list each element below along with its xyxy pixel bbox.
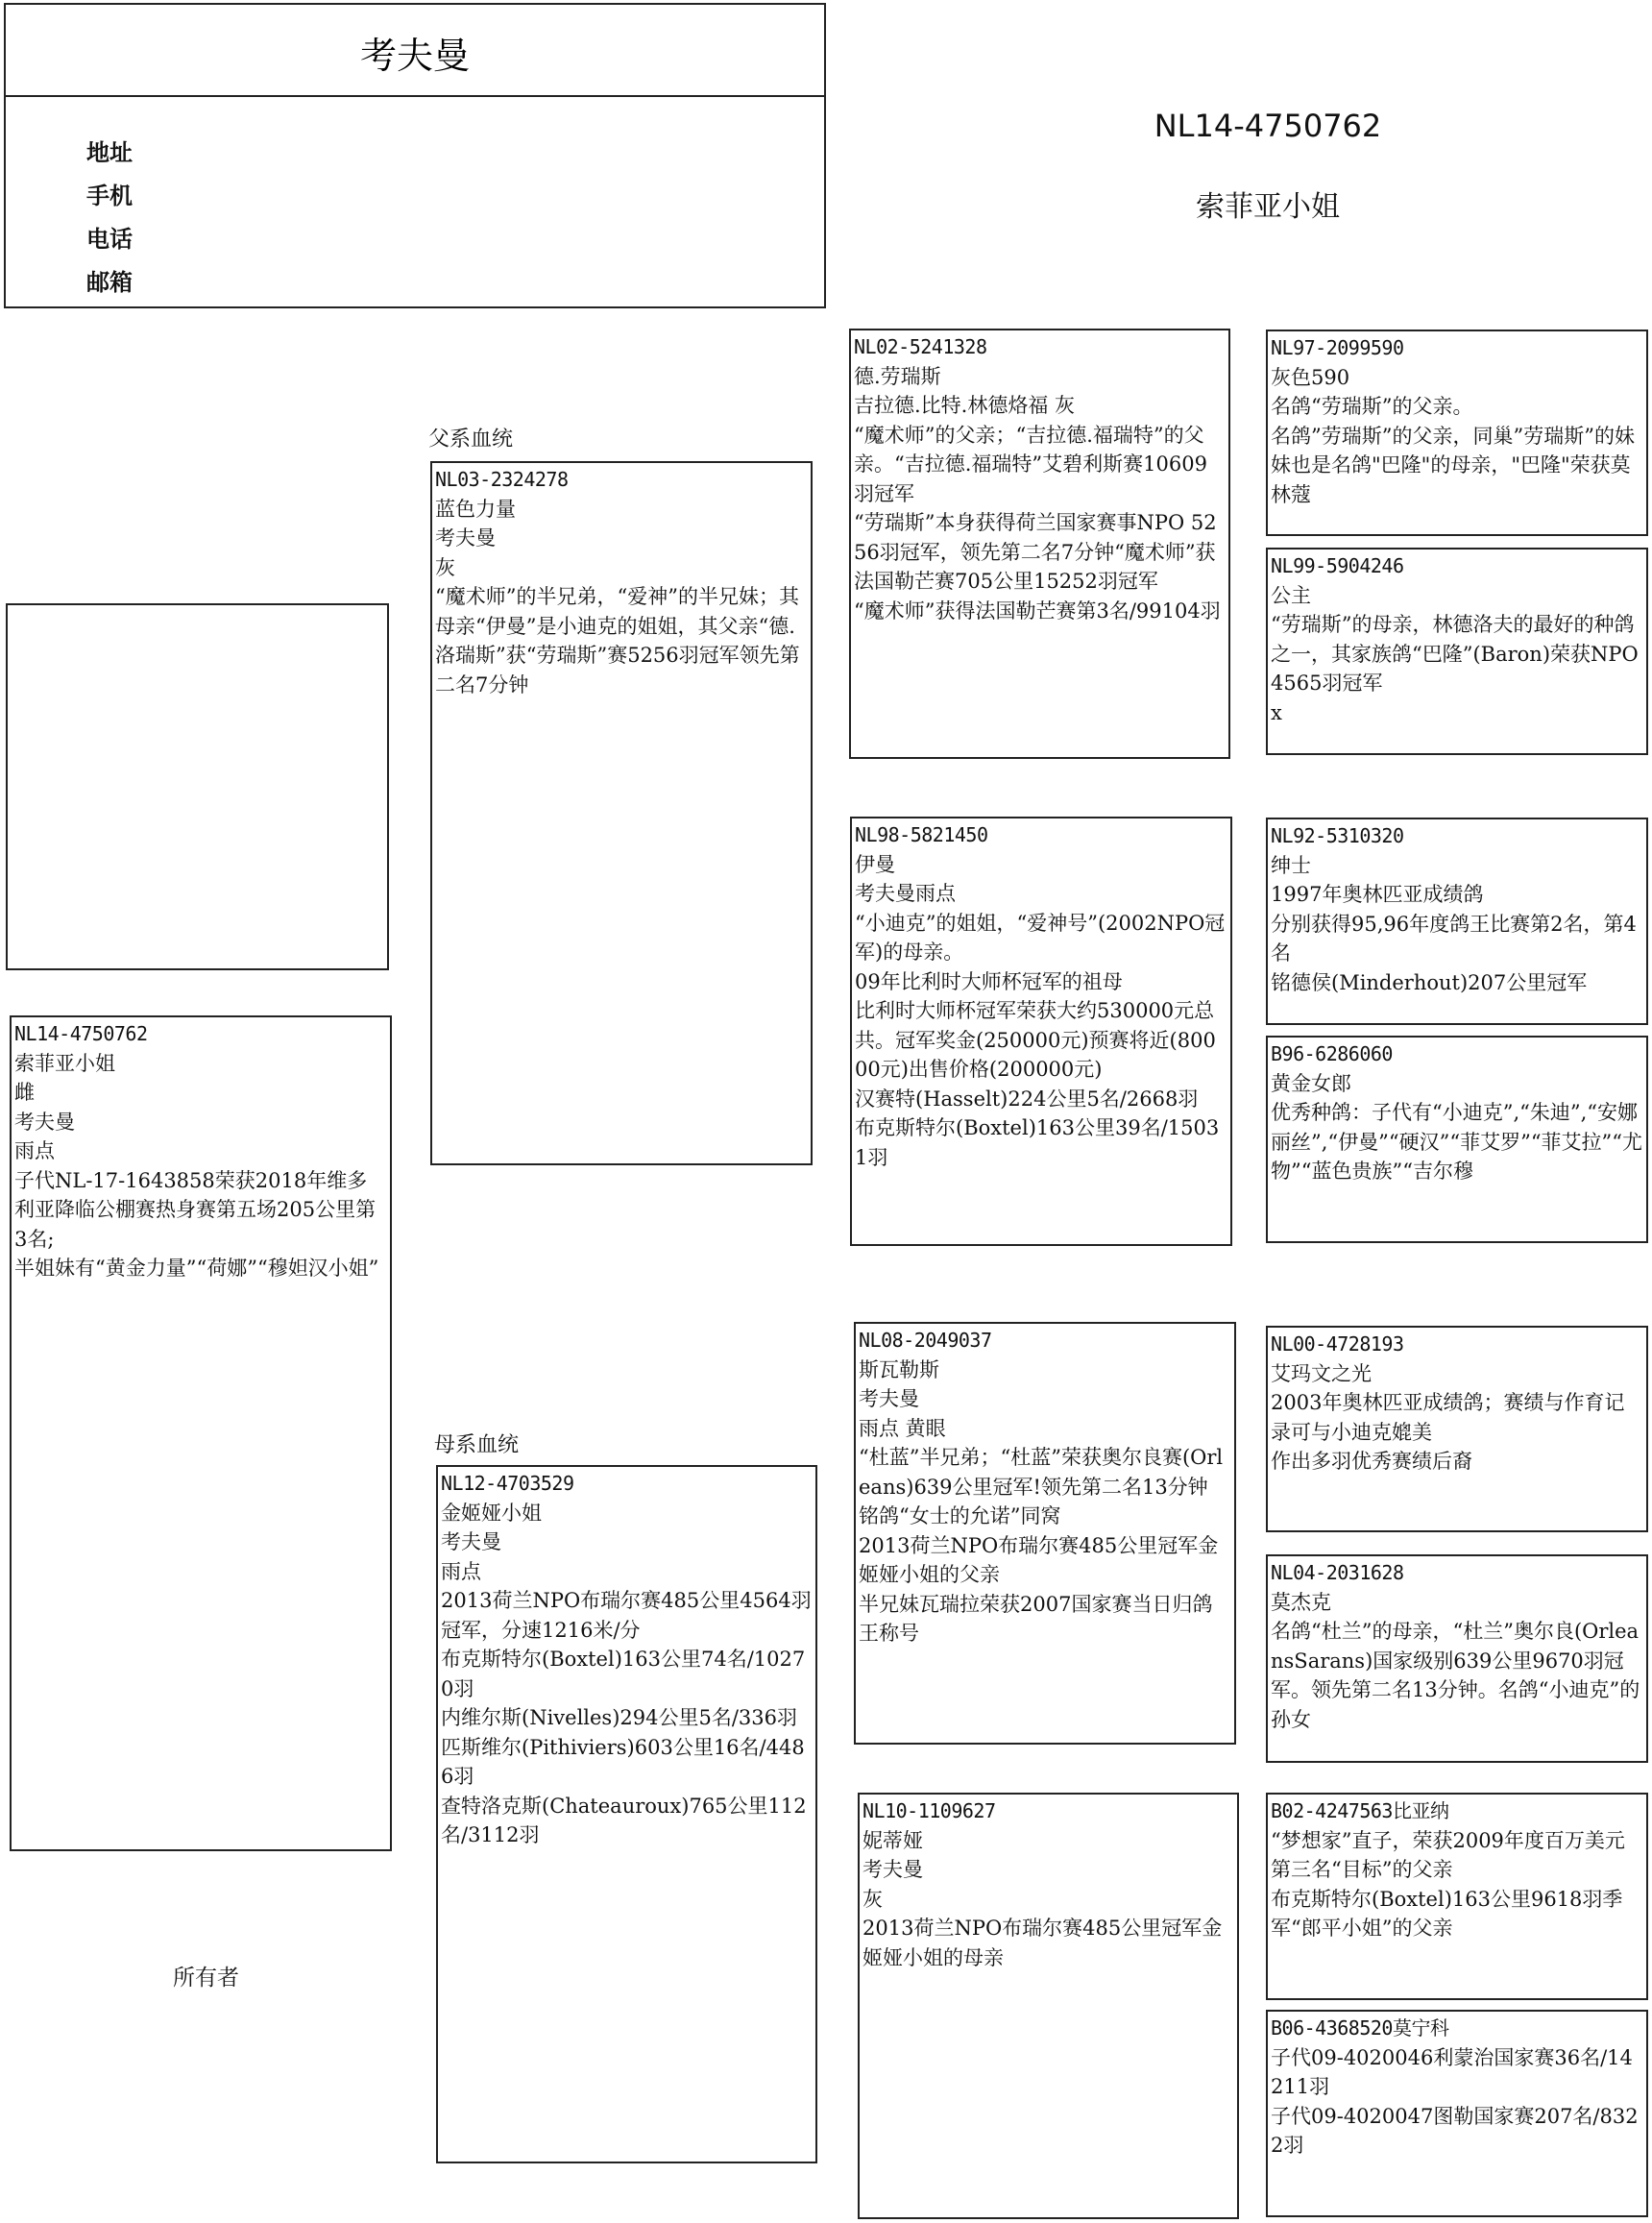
ggp-dsd-line: 莫杰克 bbox=[1271, 1590, 1331, 1614]
subject-line: 雨点 bbox=[14, 1139, 55, 1162]
gp-ds-line: 雨点 黄眼 bbox=[859, 1416, 946, 1440]
subject-card bbox=[10, 1015, 392, 1851]
ggp-dds-ring: B02-4247563比亚纳 bbox=[1271, 1799, 1449, 1822]
grandsire-maternal-card bbox=[854, 1322, 1236, 1745]
phone-label: 电话 bbox=[86, 226, 133, 253]
ggp-dss-line: 2003年奥林匹亚成绩鸽；赛绩与作育记录可与小迪克媲美 bbox=[1271, 1391, 1625, 1444]
ggp-dss-card bbox=[1266, 1326, 1648, 1532]
gp-ds-line: 考夫曼 bbox=[859, 1387, 919, 1410]
gp-ss-line: 吉拉德.比特.林德烙福 灰 bbox=[854, 394, 1076, 417]
subject-line: 子代NL-17-1643858荣获2018年维多利亚降临公棚赛热身赛第五场205公里第3名; bbox=[14, 1168, 377, 1251]
gp-ds-line: “杜蓝”半兄弟；“杜蓝”荣获奥尔良赛(Orleans)639公里冠军!领先第二名13分钟 bbox=[859, 1446, 1224, 1499]
gp-sd-ring: NL98-5821450 bbox=[855, 823, 988, 846]
breeder-name: 考夫曼 bbox=[359, 35, 470, 77]
ggp-sds-ring: NL92-5310320 bbox=[1271, 824, 1404, 847]
ggp-dss-line: 艾玛文之光 bbox=[1271, 1361, 1372, 1385]
breeder-header bbox=[4, 3, 826, 308]
ggp-ssd-line: “劳瑞斯”的母亲，林德洛夫的最好的种鸽之一，其家族鸽“巴隆”(Baron)荣获NPO4565羽冠军 bbox=[1271, 613, 1639, 695]
gp-ss-line: 德.劳瑞斯 bbox=[854, 364, 941, 388]
ggp-ssd-line: 公主 bbox=[1271, 583, 1311, 607]
ggp-ddd-line: 子代09-4020046利蒙治国家赛36名/14211羽 bbox=[1271, 2045, 1633, 2098]
dam-line: 雨点 bbox=[441, 1559, 481, 1583]
sire-ring: NL03-2324278 bbox=[435, 468, 569, 491]
contact-labels bbox=[86, 132, 133, 305]
sire-line: 灰 bbox=[435, 555, 455, 579]
granddam-paternal-card bbox=[850, 817, 1232, 1246]
gp-ds-line: 铭鸽“女士的允诺”同窝 bbox=[859, 1504, 1061, 1527]
gp-dd-ring: NL10-1109627 bbox=[862, 1799, 996, 1822]
dam-ring: NL12-4703529 bbox=[441, 1472, 574, 1495]
ggp-sdd-line: 黄金女郎 bbox=[1271, 1071, 1351, 1095]
sire-line: “魔术师”的半兄弟，“爱神”的半兄妹；其母亲“伊曼”是小迪克的姐姐，其父亲“德.洛瑞斯”获“劳瑞斯”赛5256羽冠军领先第二名7分钟 bbox=[435, 585, 800, 696]
ggp-sss-line: 名鸽”劳瑞斯”的父亲，同巢”劳瑞斯”的妹妹也是名鸽"巴隆"的母亲，"巴隆"荣获莫林蔻 bbox=[1271, 424, 1635, 506]
ggp-dsd-ring: NL04-2031628 bbox=[1271, 1561, 1404, 1584]
ggp-dss-ring: NL00-4728193 bbox=[1271, 1332, 1404, 1356]
subject-line: 索菲亚小姐 bbox=[14, 1051, 115, 1075]
owner-label: 所有者 bbox=[173, 1966, 239, 1991]
mobile-label: 手机 bbox=[86, 183, 133, 209]
subject-line: 考夫曼 bbox=[14, 1110, 75, 1134]
dam-line: 查特洛克斯(Chateauroux)765公里112名/3112羽 bbox=[441, 1794, 807, 1846]
gp-dd-line: 2013荷兰NPO布瑞尔赛485公里冠军金姬娅小姐的母亲 bbox=[862, 1917, 1223, 1969]
dam-line: 考夫曼 bbox=[441, 1530, 501, 1553]
sire-line: 考夫曼 bbox=[435, 526, 496, 550]
dam-line: 金姬娅小姐 bbox=[441, 1501, 542, 1525]
ggp-ddd-ring: B06-4368520莫宁科 bbox=[1271, 2016, 1449, 2040]
subject-line: 半姐妹有“黄金力量”“荷娜”“穆妲汉小姐” bbox=[14, 1257, 379, 1280]
gp-sd-line: 伊曼 bbox=[855, 852, 895, 876]
gp-sd-line: 09年比利时大师杯冠军的祖母 bbox=[855, 969, 1123, 993]
ggp-sds-card bbox=[1266, 818, 1648, 1025]
gp-ss-line: “魔术师”的父亲；“吉拉德.福瑞特”的父亲。“吉拉德.福瑞特”艾碧利斯赛10609羽冠军 bbox=[854, 423, 1207, 505]
ggp-dss-line: 作出多羽优秀赛绩后裔 bbox=[1271, 1450, 1472, 1473]
gp-ss-ring: NL02-5241328 bbox=[854, 335, 987, 358]
gp-ds-line: 2013荷兰NPO布瑞尔赛485公里冠军金姬娅小姐的父亲 bbox=[859, 1533, 1219, 1586]
ggp-sds-line: 分别获得95,96年度鸽王比赛第2名，第4名 bbox=[1271, 912, 1637, 965]
ggp-sss-card bbox=[1266, 330, 1648, 536]
gp-ds-line: 斯瓦勒斯 bbox=[859, 1357, 939, 1381]
sire-side-label: 父系血统 bbox=[428, 428, 514, 452]
ggp-ssd-card bbox=[1266, 548, 1648, 755]
address-label: 地址 bbox=[86, 139, 133, 166]
photo-frame bbox=[6, 603, 389, 970]
gp-sd-line: 考夫曼雨点 bbox=[855, 882, 956, 905]
ggp-sdd-ring: B96-6286060 bbox=[1271, 1042, 1393, 1065]
ggp-dsd-card bbox=[1266, 1554, 1648, 1763]
subject-ring: NL14-4750762 bbox=[14, 1022, 148, 1045]
dam-side-label: 母系血统 bbox=[434, 1433, 520, 1457]
pigeon-ring-number: NL14-4750762 bbox=[1154, 108, 1382, 144]
granddam-maternal-card bbox=[858, 1793, 1239, 2219]
ggp-sss-ring: NL97-2099590 bbox=[1271, 336, 1404, 359]
dam-card bbox=[436, 1465, 817, 2163]
ggp-ssd-ring: NL99-5904246 bbox=[1271, 554, 1404, 577]
sire-line: 蓝色力量 bbox=[435, 497, 516, 521]
gp-sd-line: 布克斯特尔(Boxtel)163公里39名/15031羽 bbox=[855, 1116, 1220, 1169]
gp-ds-line: 半兄妹瓦瑞拉荣获2007国家赛当日归鸽王称号 bbox=[859, 1592, 1213, 1645]
ggp-dds-card bbox=[1266, 1793, 1648, 2000]
dam-line: 2013荷兰NPO布瑞尔赛485公里4564羽冠军，分速1216米/分 bbox=[441, 1589, 812, 1642]
ggp-sss-line: 灰色590 bbox=[1271, 365, 1350, 389]
ggp-dsd-line: 名鸽“杜兰”的母亲，“杜兰”奥尔良(OrleansSarans)国家级别639公里9670羽冠军。领先第二名13分钟。名鸽“小迪克”的孙女 bbox=[1271, 1620, 1640, 1731]
email-label: 邮箱 bbox=[86, 269, 133, 296]
dam-line: 匹斯维尔(Pithiviers)603公里16名/4486羽 bbox=[441, 1735, 805, 1788]
ggp-sds-line: 铭德侯(Minderhout)207公里冠军 bbox=[1271, 970, 1588, 994]
subject-line: 雌 bbox=[14, 1081, 35, 1104]
dam-line: 布克斯特尔(Boxtel)163公里74名/10270羽 bbox=[441, 1648, 806, 1700]
ggp-ddd-line: 子代09-4020047图勒国家赛207名/8322羽 bbox=[1271, 2104, 1639, 2157]
header-divider bbox=[6, 95, 824, 97]
ggp-ddd-card bbox=[1266, 2010, 1648, 2217]
grandsire-paternal-card bbox=[849, 329, 1230, 759]
gp-ss-line: “魔术师”获得法国勒芒赛第3名/99104羽 bbox=[854, 598, 1221, 623]
ggp-sdd-card bbox=[1266, 1036, 1648, 1243]
pigeon-name: 索菲亚小姐 bbox=[1196, 190, 1340, 224]
gp-ss-line: “劳瑞斯”本身获得荷兰国家赛事NPO 5256羽冠军，领先第二名7分钟“魔术师”获法国勒芒赛705公里15252羽冠军 bbox=[854, 511, 1217, 593]
gp-sd-line: 比利时大师杯冠军荣获大约530000元总共。冠军奖金(250000元)预赛将近(80000元)出售价格(200000元) bbox=[855, 999, 1216, 1081]
gp-dd-line: 灰 bbox=[862, 1887, 883, 1911]
gp-dd-line: 考夫曼 bbox=[862, 1858, 923, 1881]
ggp-sdd-line: 优秀种鸽：子代有“小迪克”,“朱迪”,“安娜丽丝”,“伊曼”“硬汉”“菲艾罗”“菲艾拉”“尤物”“蓝色贵族”“吉尔穆 bbox=[1271, 1101, 1643, 1183]
gp-dd-line: 妮蒂娅 bbox=[862, 1828, 923, 1852]
ggp-sds-line: 绅士 bbox=[1271, 853, 1311, 877]
ggp-dds-line: 布克斯特尔(Boxtel)163公里9618羽季军“郎平小姐”的父亲 bbox=[1271, 1887, 1623, 1940]
ggp-dds-line: “梦想家”直子，荣获2009年度百万美元第三名“目标”的父亲 bbox=[1271, 1828, 1625, 1881]
gp-ds-ring: NL08-2049037 bbox=[859, 1329, 992, 1352]
ggp-sss-line: 名鸽“劳瑞斯”的父亲。 bbox=[1271, 395, 1473, 418]
gp-sd-line: 汉赛特(Hasselt)224公里5名/2668羽 bbox=[855, 1087, 1199, 1111]
dam-line: 内维尔斯(Nivelles)294公里5名/336羽 bbox=[441, 1706, 798, 1729]
sire-card bbox=[430, 461, 813, 1165]
gp-sd-line: “小迪克”的姐姐，“爱神号”(2002NPO冠军)的母亲。 bbox=[855, 911, 1226, 964]
ggp-ssd-line: x bbox=[1271, 700, 1282, 724]
ggp-sds-line: 1997年奥林匹亚成绩鸽 bbox=[1271, 883, 1484, 906]
